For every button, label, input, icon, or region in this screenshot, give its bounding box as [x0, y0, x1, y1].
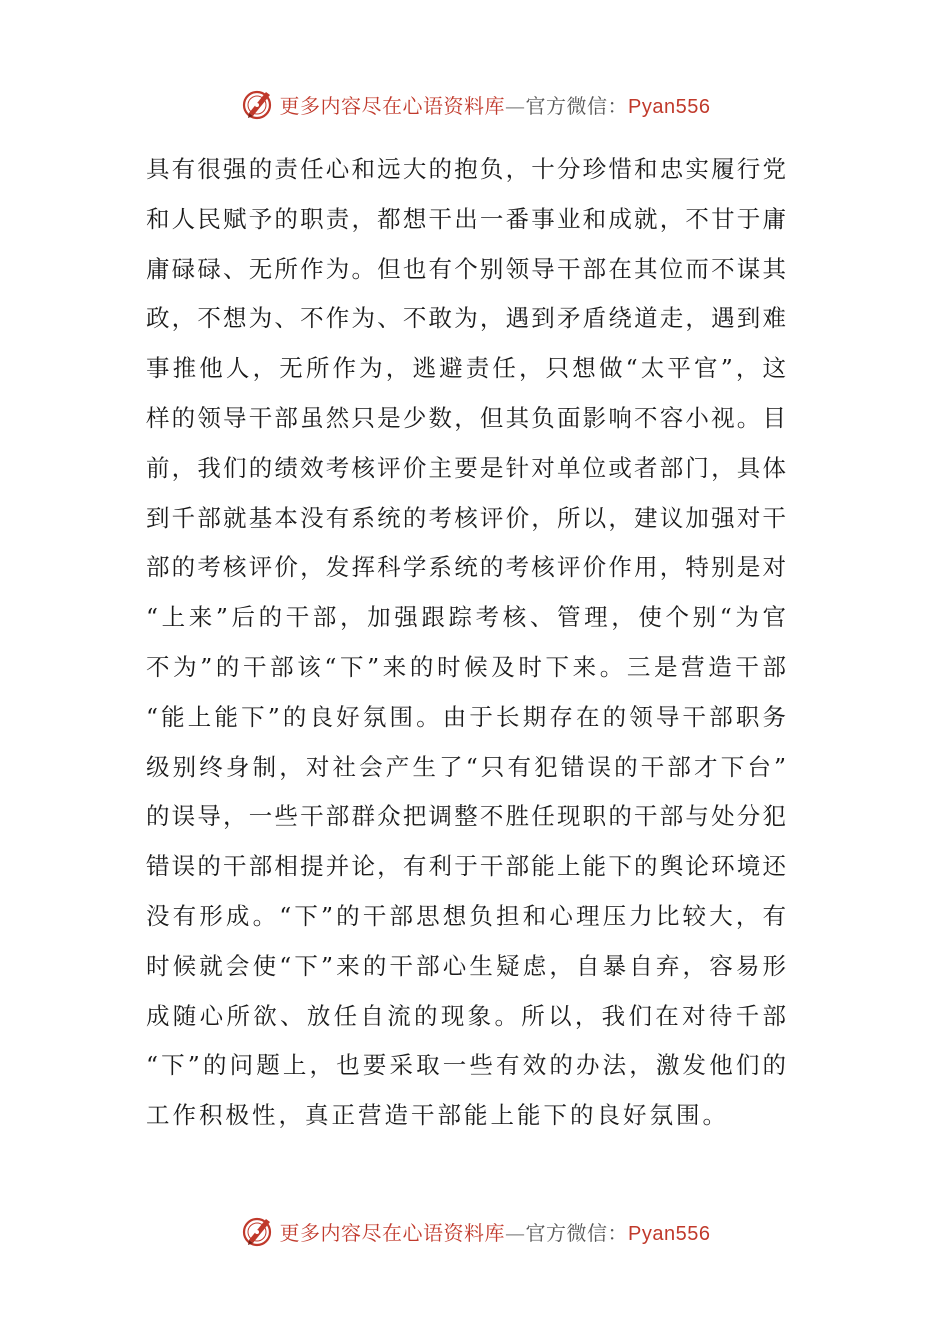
text-line: “上来”后的干部，加强跟踪考核、管理，使个别“为官 — [146, 603, 786, 632]
banner-brand: 更多内容尽在心语资料库 — [279, 1220, 506, 1245]
text-line: 到千部就基本没有系统的考核评价，所以，建议加强对干 — [146, 503, 786, 532]
text-line: 和人民赋予的职责，都想干出一番事业和成就，不甘于庸 — [146, 204, 786, 233]
pen-logo-icon — [240, 86, 276, 122]
footer-banner — [0, 1209, 950, 1253]
text-line: 庸碌碌、无所作为。但也有个别领导干部在其位而不谋其 — [146, 254, 786, 283]
banner-label: 官方微信： — [525, 93, 629, 118]
banner-brand: 更多内容尽在心语资料库 — [279, 93, 506, 118]
document-body — [146, 145, 786, 1141]
text-line: 工作积极性，真正营造干部能上能下的良好氛围。 — [146, 1101, 729, 1130]
text-line: 事推他人，无所作为，逃避责任，只想做“太平官”，这 — [146, 354, 786, 383]
text-line: 样的领导干部虽然只是少数，但其负面影响不容小视。目 — [146, 403, 786, 432]
text-line: 成随心所欲、放任自流的现象。所以，我们在对待千部 — [146, 1001, 786, 1030]
text-line: “能上能下”的良好氛围。由于长期存在的领导干部职务 — [146, 702, 786, 731]
text-line: 时候就会使“下”来的干部心生疑虑，自暴自弃，容易形 — [146, 951, 786, 980]
text-line: 没有形成。“下”的干部思想负担和心理压力比较大，有 — [146, 901, 786, 930]
banner-separator: — — [505, 1220, 526, 1245]
banner-separator: — — [505, 93, 526, 118]
pen-logo-icon — [240, 1213, 276, 1249]
banner-text — [280, 90, 711, 119]
text-line: 不为”的干部该“下”来的时候及时下来。三是营造干部 — [146, 652, 786, 681]
text-line: 错误的干部相提并论，有利于干部能上能下的舆论环境还 — [146, 852, 786, 881]
banner-label: 官方微信： — [525, 1220, 629, 1245]
banner-wechat-id: Pyan556 — [628, 95, 711, 118]
banner-wechat-id: Pyan556 — [628, 1222, 711, 1245]
text-line: 级别终身制，对社会产生了“只有犯错误的干部才下台” — [146, 752, 786, 781]
text-line: 前，我们的绩效考核评价主要是针对单位或者部门，具体 — [146, 453, 786, 482]
text-line: 政，不想为、不作为、不敢为，遇到矛盾绕道走，遇到难 — [146, 304, 786, 333]
text-line: 的误导，一些干部群众把调整不胜任现职的干部与处分犯 — [146, 802, 786, 831]
text-line: 具有很强的责任心和远大的抱负，十分珍惜和忠实履行党 — [146, 155, 786, 183]
header-banner — [0, 82, 950, 126]
banner-text — [280, 1217, 711, 1246]
text-line: 部的考核评价，发挥科学系统的考核评价作用，特别是对 — [146, 553, 786, 582]
text-line: “下”的问题上，也要采取一些有效的办法，激发他们的 — [146, 1051, 786, 1080]
